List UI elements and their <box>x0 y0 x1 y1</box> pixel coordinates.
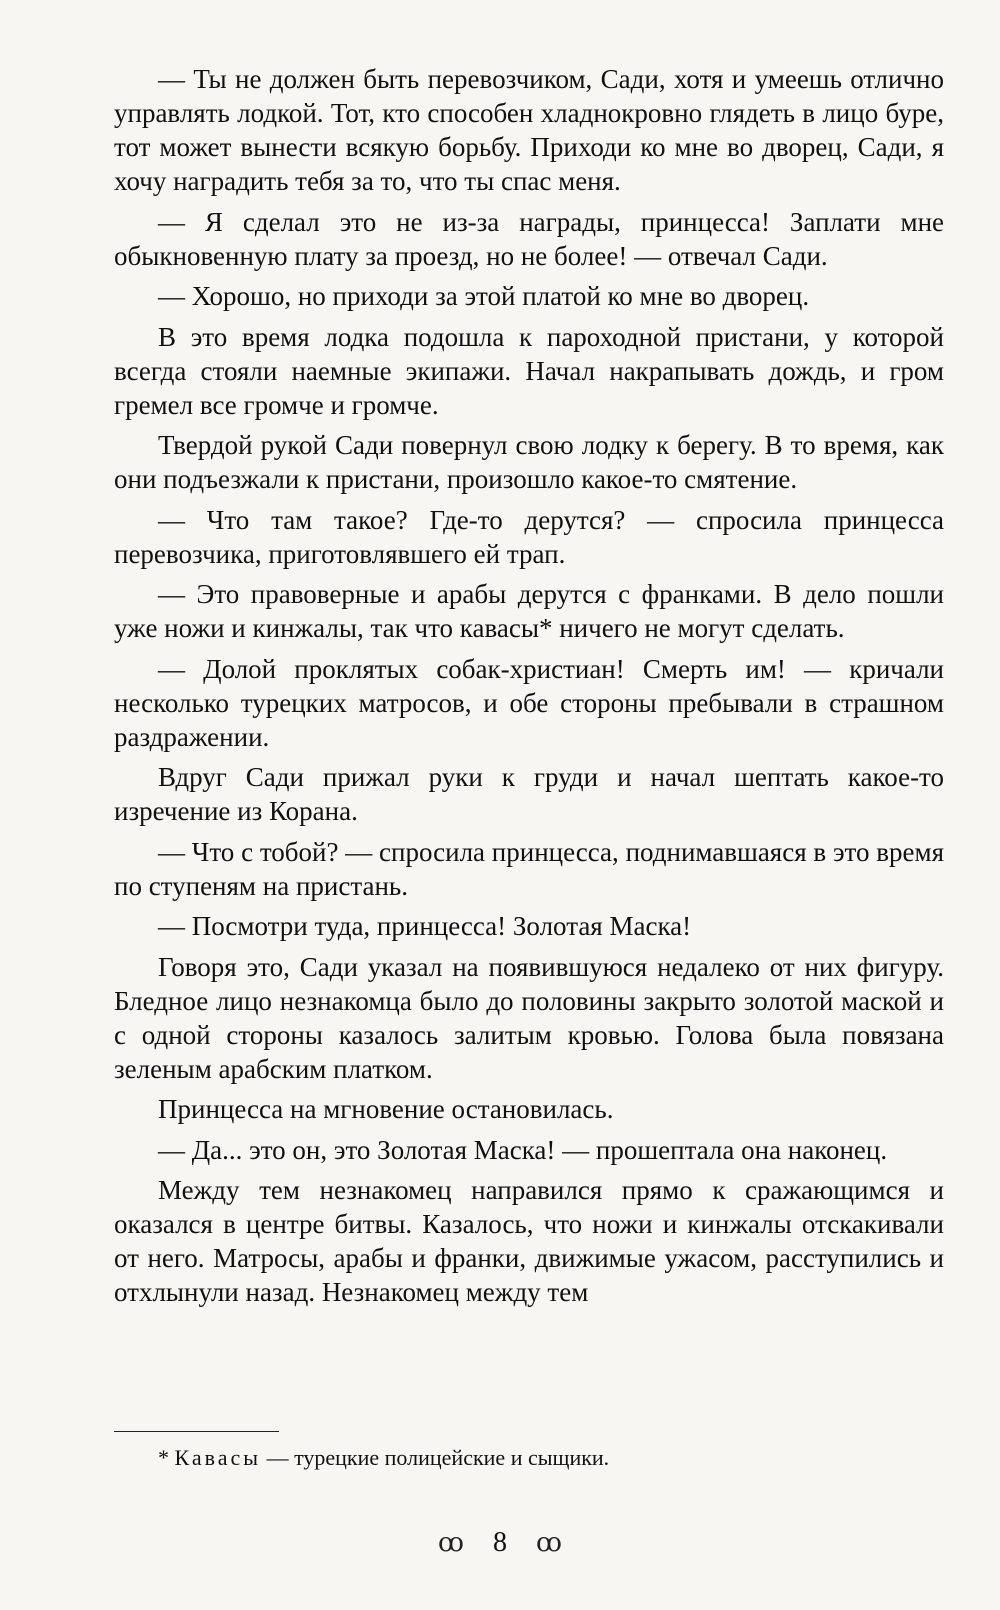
page-number: 8 <box>493 1527 507 1558</box>
footnote-term: Кавасы <box>174 1445 262 1470</box>
paragraph: — Я сделал это не из-за награды, принцесса! Заплати мне обыкновенную плату за проезд, но не более! — отвечал Сади. <box>114 206 944 271</box>
paragraph: — Что с тобой? — спросила принцесса, поднимавшаяся в это время по ступеням на пристань. <box>114 836 944 901</box>
paragraph: — Посмотри туда, принцесса! Золотая Маска! <box>158 911 692 941</box>
paragraph: Принцесса на мгновение остановилась. <box>158 1094 614 1124</box>
paragraph: В это время лодка подошла к пароходной пристани, у которой всегда стояли наемные экипажи. Начал накрапывать дождь, и гром гремел все громче и громче. <box>114 321 944 420</box>
footnote-marker: * <box>158 1445 169 1470</box>
paragraph: Говоря это, Сади указал на появившуюся недалеко от них фигуру. Бледное лицо незнакомца было до половины закрыто золотой маской и с одной стороны казалось залитым кровью. Голова была повязана зеленым арабским платком. <box>114 951 944 1084</box>
paragraph: Вдруг Сади прижал руки к груди и начал шептать какое-то изречение из Корана. <box>114 762 944 826</box>
paragraph: Между тем незнакомец направился прямо к сражающимся и оказался в центре битвы. Казалось, что ножи и кинжалы отскакивали от него. Матросы, арабы и франки, движимые ужасом, расступились и отхлынули назад. Незнакомец между тем <box>114 1175 944 1307</box>
paragraph: — Долой проклятых собак-христиан! Смерть им! — кричали несколько турецких матросов, и обе стороны пребывали в страшном раздражении. <box>114 653 944 752</box>
paragraph: — Это правоверные и арабы дерутся с франками. В дело пошли уже ножи и кинжалы, так что кавасы* ничего не могут сделать. <box>114 579 944 643</box>
footnote <box>158 1444 938 1472</box>
right-ornament-icon: ꝏ <box>536 1528 562 1557</box>
left-ornament-icon: ꝏ <box>438 1528 464 1557</box>
paragraph: — Ты не должен быть перевозчиком, Сади, хотя и умеешь отлично управлять лодкой. Тот, кто способен хладнокровно глядеть в лицо буре, тот может вынести всякую борьбу. Приходи ко мне во дворец, Сади, я хочу наградить тебя за то, что ты спас меня. <box>114 64 944 196</box>
footnote-divider <box>114 1431 279 1432</box>
footnote-text: — турецкие полицейские и сыщики. <box>266 1445 610 1470</box>
page-footer <box>0 1525 1000 1561</box>
main-text <box>114 62 944 1316</box>
paragraph: — Хорошо, но приходи за этой платой ко мне во дворец. <box>158 281 810 311</box>
paragraph: — Что там такое? Где-то дерутся? — спросила принцесса перевозчика, приготовлявшего ей трап. <box>114 504 944 569</box>
paragraph: Твердой рукой Сади повернул свою лодку к берегу. В то время, как они подъезжали к пристани, произошло какое-то смятение. <box>114 430 944 494</box>
paragraph: — Да... это он, это Золотая Маска! — прошептала она наконец. <box>158 1134 888 1165</box>
